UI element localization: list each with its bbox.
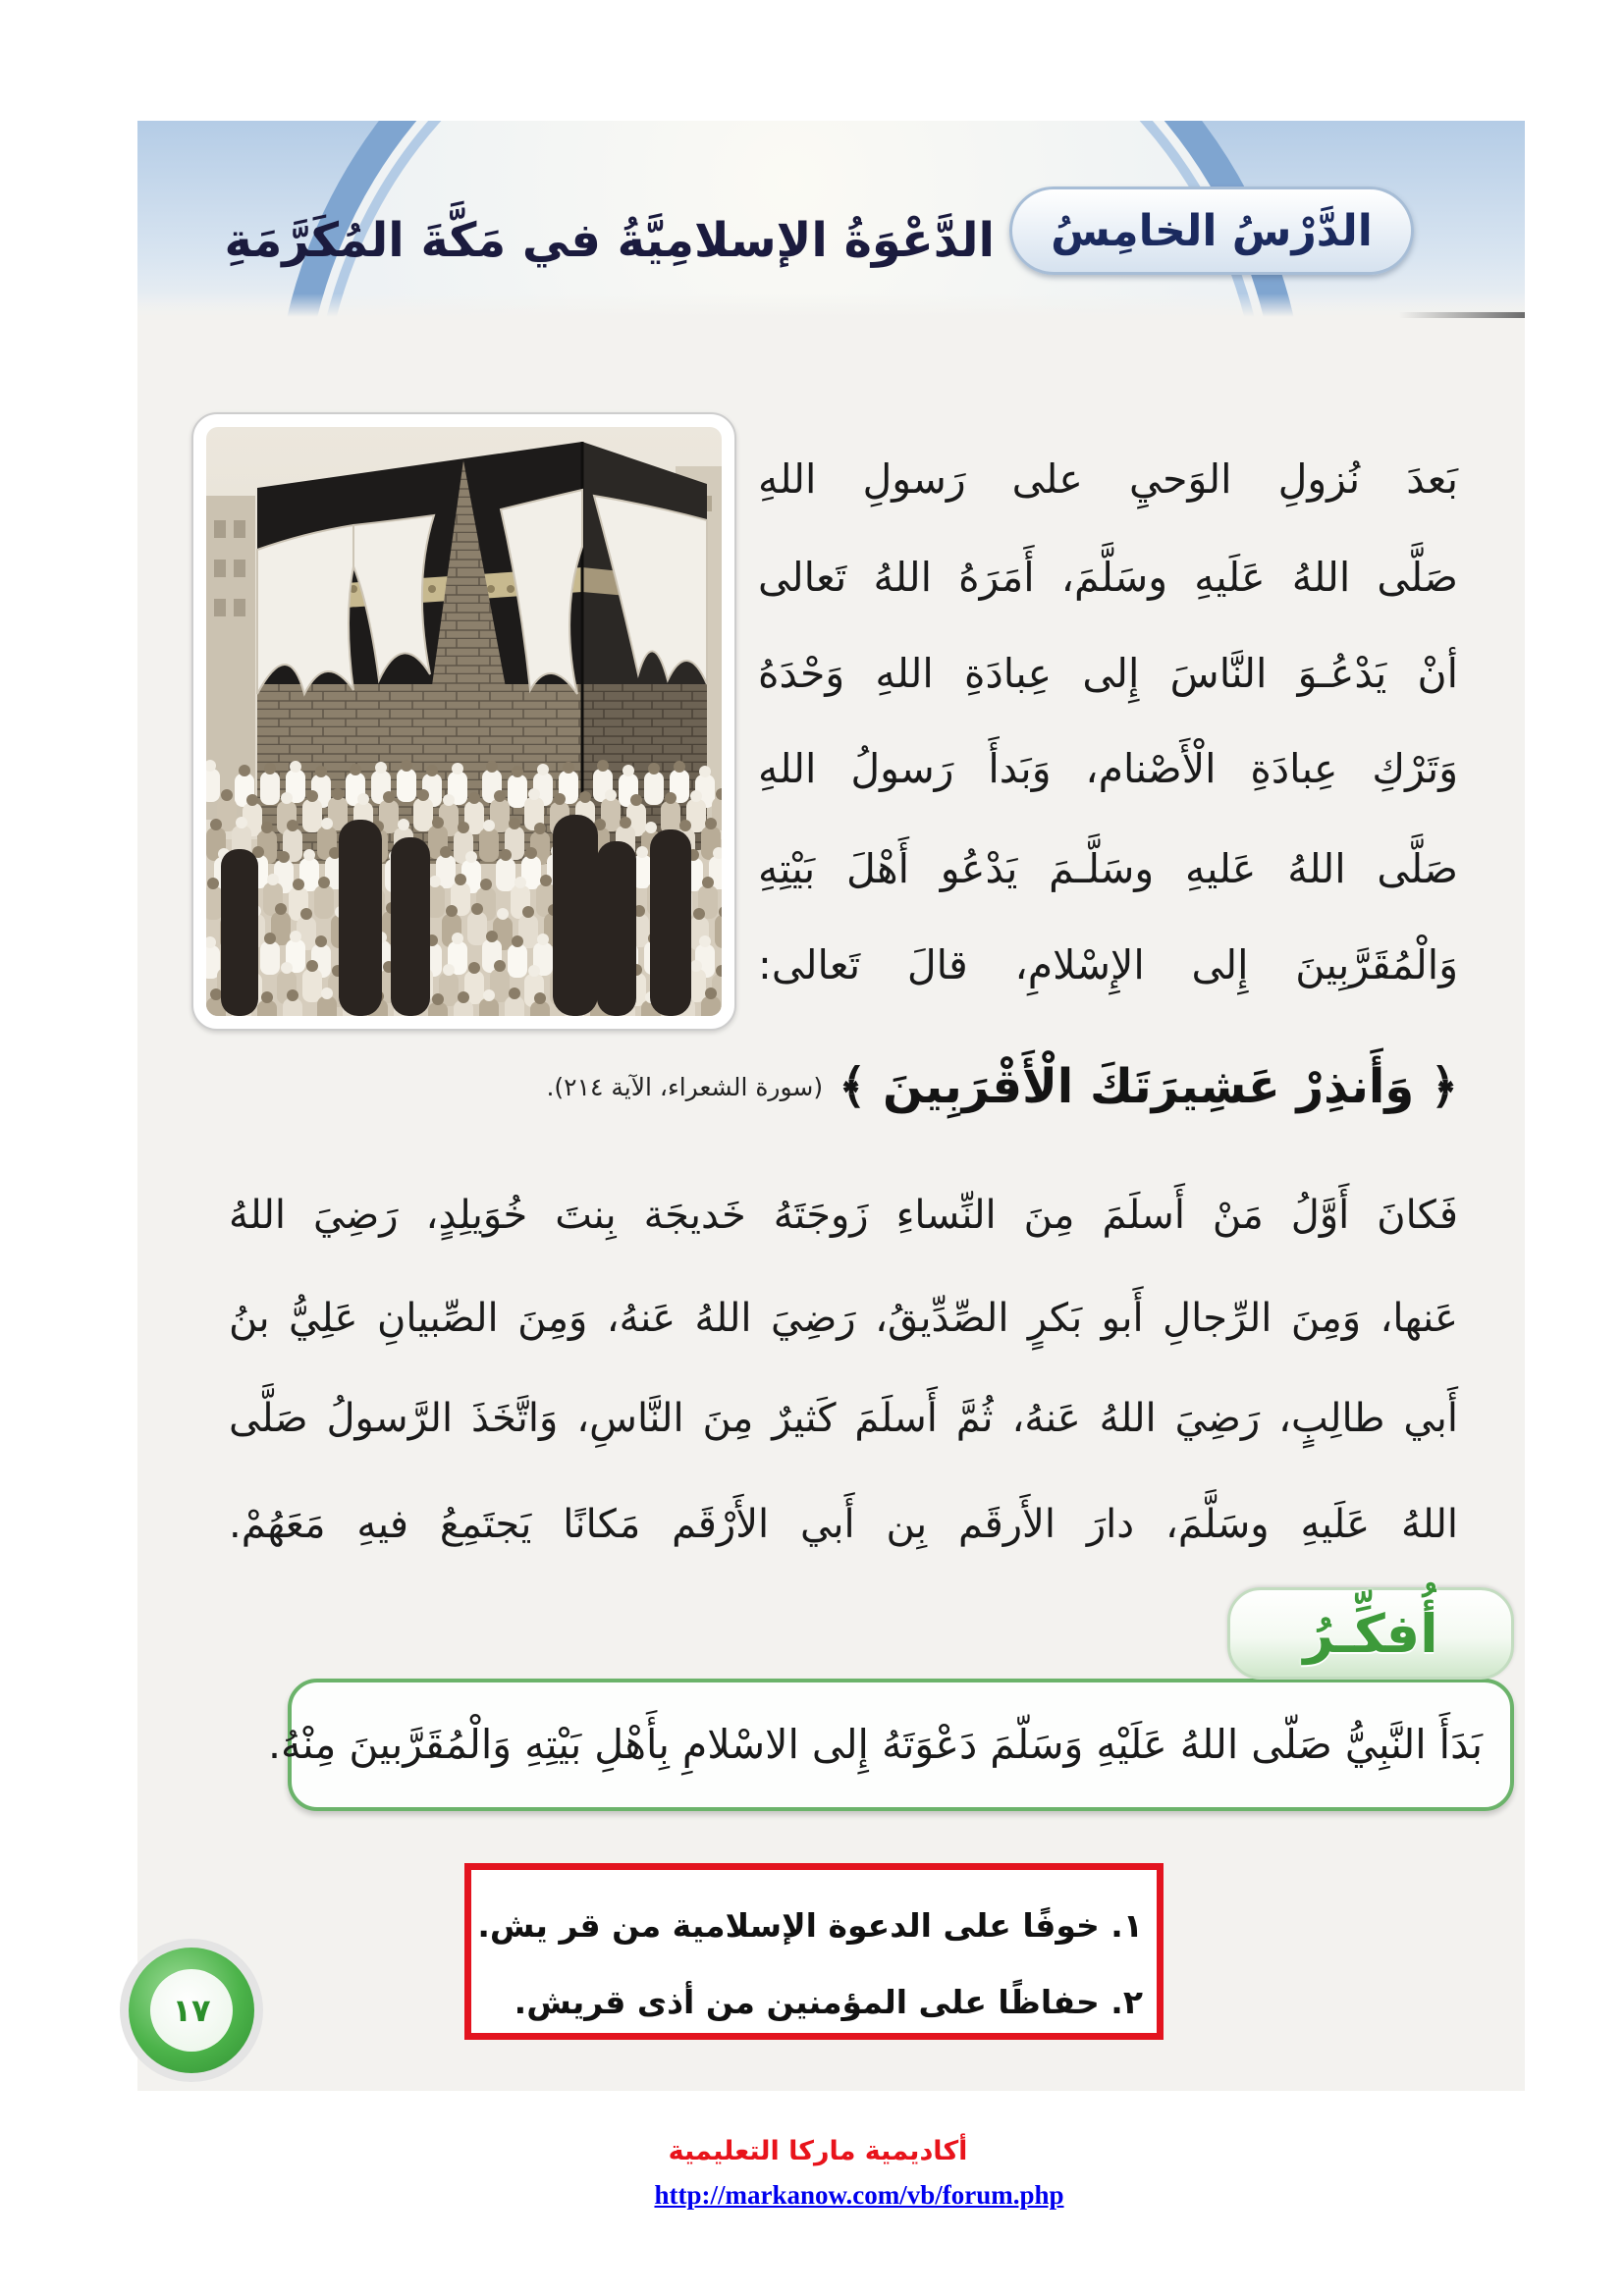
crowd-figure-head — [210, 819, 222, 830]
crowd-figure-head — [321, 818, 333, 829]
crowd-figure — [302, 799, 322, 832]
crowd-figure-head — [221, 789, 233, 801]
crowd-figure-head — [665, 792, 677, 804]
crowd-figure — [479, 828, 499, 862]
crowd-figure-head — [281, 962, 293, 974]
crowd-figure-head — [497, 908, 509, 920]
crowd-figure-head — [494, 960, 506, 972]
crowd-figure-head — [597, 760, 609, 772]
crowd-figure-head — [357, 793, 369, 805]
crowd-figure-head — [690, 790, 702, 802]
crowd-figure-head — [705, 988, 717, 999]
intro-line: صَلَّى اللهُ عَليهِ وسَلَّـمَ يَدْعُو أَهْلَ بَيْتِهِ — [758, 845, 1458, 892]
think-label: أُفكِّـرُ — [1227, 1587, 1514, 1680]
crowd-figure-head — [509, 988, 520, 999]
crowd-figure-head — [458, 991, 469, 1003]
page-number: ١٧ — [150, 1969, 233, 2052]
think-box — [267, 1679, 1514, 1811]
footer-academy-name: أكاديمية ماركا التعليمية — [668, 2136, 968, 2166]
crowd-figure — [260, 941, 280, 975]
crowd-figure-head — [440, 846, 452, 858]
crowd-figure-head — [426, 765, 438, 776]
verse-text: ﴿ وَأَنذِرْ عَشِيرَتَكَ الْأَقْرَبِينَ ﴾ — [839, 1059, 1458, 1114]
crowd-figure-head — [636, 846, 648, 858]
crowd-figure-head — [261, 822, 273, 833]
verse-reference: (سورة الشعراء، الآية ٢١٤). — [546, 1072, 824, 1101]
crowd-figure-head — [239, 765, 250, 776]
page-number-badge — [129, 1948, 254, 2073]
crowd-figure-head — [705, 818, 717, 829]
crowd-figure-head — [315, 766, 327, 777]
crowd-figure-head — [579, 791, 591, 803]
crowd-figure-head — [261, 991, 273, 1003]
body-line: عَنها، وَمِنَ الرِّجالِ أَبو بَكرٍ الصِّدِّيقُ، رَضِيَ اللهُ عَنهُ، وَمِنَ الصِّبيانِ عَلِيُّ بنُ — [229, 1296, 1458, 1341]
crowd-figure-head — [623, 765, 634, 776]
intro-line: أنْ يَدْعُـوَ النَّاسَ إِلى عِبادَةِ اللهِ وَحْدَهُ — [758, 650, 1458, 697]
crowd-figure-head — [525, 847, 537, 859]
crowd-figure — [314, 885, 334, 919]
header-bottom-fade — [137, 294, 1525, 317]
crowd-figure-head — [455, 874, 466, 885]
crowd-figure-head — [315, 935, 327, 947]
lesson-label: الدَّرْسُ الخامِسُ — [1009, 187, 1414, 275]
intro-line: وَتَرْكِ عِبادَةِ الْأَصْنام، وَبَدأَ رَسولُ اللهِ — [758, 745, 1458, 792]
crowd-figure-head — [443, 964, 455, 976]
crowd-figure — [496, 858, 515, 891]
crowd-figure-head — [500, 849, 512, 861]
crowd-figure-head — [645, 822, 657, 833]
crowd-figure-dark — [339, 820, 382, 1016]
crowd-figure — [644, 772, 664, 805]
crowd-figure-head — [321, 988, 333, 999]
crowd-figure-head — [465, 851, 477, 863]
crowd-figure — [413, 798, 433, 831]
crowd-figure-head — [534, 992, 546, 1004]
crowd-figure-head — [383, 791, 395, 803]
intro-line: وَالْمُقَرَّبِينَ إِلى الإِسْلامِ، قالَ تَعالى: — [758, 941, 1458, 988]
crowd-figure — [508, 944, 527, 978]
crowd-figure-head — [620, 817, 631, 828]
crowd-figure-head — [318, 877, 330, 888]
crowd-figure-head — [267, 874, 279, 885]
crowd-figure-head — [648, 763, 660, 774]
body-line: اللهُ عَلَيهِ وسَلَّمَ، دارَ الأَرقَم بِن أَبي الأَرْقَم مَكانًا يَجتَمِعُ فيهِ مَعَهُمْ. — [229, 1502, 1458, 1547]
crowd-figure-head — [480, 879, 492, 890]
crowd-figure-head — [287, 989, 298, 1001]
crowd-figure-head — [278, 851, 290, 863]
quran-verse — [546, 1045, 1458, 1128]
drape — [257, 525, 353, 694]
crowd-figure-dark — [221, 849, 258, 1016]
crowd-figure-head — [554, 793, 566, 805]
crowd-figure-head — [702, 877, 714, 888]
crowd-figure-head — [350, 764, 361, 775]
crowd-figure-head — [699, 935, 711, 947]
crowd-figure — [260, 772, 280, 805]
answer-item: ٢. حفاظًا على المؤمنين من أذى قريش. — [514, 1983, 1143, 2021]
kaaba-photo-frame — [191, 412, 736, 1031]
crowd-figure-head — [429, 876, 441, 887]
crowd-figure-head — [537, 764, 549, 775]
header-edge-shadow — [1399, 312, 1525, 318]
answer-box — [464, 1863, 1164, 2040]
intro-line: صَلَّى اللهُ عَلَيهِ وسَلَّمَ، أَمَرَهُ اللهُ تَعالى — [758, 554, 1458, 601]
crowd-figure-head — [281, 792, 293, 804]
crowd-figure-head — [275, 903, 287, 915]
forum-link[interactable]: http://markanow.com/vb/forum.php — [654, 2180, 1064, 2210]
crowd-figure-head — [468, 792, 480, 804]
crowd-figure-head — [236, 817, 247, 828]
crowd-figure — [661, 801, 680, 834]
crowd-figure-head — [417, 789, 429, 801]
crowd-figure-head — [332, 788, 344, 800]
crowd-figure-head — [207, 878, 219, 889]
crowd-figure-head — [679, 820, 691, 831]
crowd-figure-head — [674, 761, 685, 773]
crowd-figure — [397, 769, 416, 802]
crowd-figure-head — [300, 908, 312, 920]
crowd-figure-head — [537, 934, 549, 945]
crowd-figure-head — [306, 790, 318, 802]
crowd-figure-head — [699, 766, 711, 777]
crowd-figure-head — [452, 933, 463, 944]
kaaba-photo — [206, 427, 722, 1016]
footer-link-container — [565, 2175, 1154, 2215]
crowd-figure-head — [486, 931, 498, 942]
crowd-figure-head — [563, 762, 574, 774]
crowd-figure — [206, 886, 223, 920]
crowd-figure-head — [494, 790, 506, 802]
crowd-figure-head — [293, 879, 304, 890]
crowd-figure-head — [210, 988, 222, 1000]
crowd-figure-head — [514, 877, 526, 888]
crowd-figure — [508, 774, 527, 808]
crowd-figure-head — [306, 960, 318, 972]
crowd-figure-head — [290, 761, 301, 773]
crowd-figure-head — [452, 763, 463, 774]
crowd-figure-head — [471, 903, 483, 915]
crowd-figure — [302, 969, 322, 1002]
crowd-figure-dark — [553, 815, 598, 1016]
crowd-figure-head — [287, 820, 298, 831]
lesson-title: الدَّعْوَةُ الإسلامِيَّةُ في مَكَّةَ المُكَرَّمَةِ — [224, 213, 995, 268]
crowd-figure-head — [303, 849, 315, 861]
body-line: فَكانَ أَوَّلُ مَنْ أَسلَمَ مِنَ النِّساءِ زَوجَتَهُ خَديجَة بِنتَ خُوَيلِدٍ، رَضِيَ اللهُ — [229, 1193, 1458, 1238]
crowd-figure-head — [690, 960, 702, 972]
crowd-figure-head — [246, 794, 258, 806]
crowd-figure-head — [540, 875, 552, 886]
crowd-figure-head — [509, 818, 520, 829]
crowd-figure-head — [264, 763, 276, 774]
crowd-figure-dark — [597, 841, 636, 1016]
crowd-figure-head — [483, 989, 495, 1001]
crowd-figure-head — [458, 822, 469, 833]
crowd-figure-head — [375, 762, 387, 774]
crowd-figure-head — [534, 823, 546, 834]
crowd-figure-dark — [650, 829, 691, 1016]
crowd-figure-head — [264, 933, 276, 944]
crowd-figure-head — [528, 965, 540, 977]
crowd-figure — [467, 912, 487, 945]
crowd-figure-head — [398, 819, 409, 830]
crowd-figure-head — [432, 993, 444, 1005]
answer-item: ١. خوفًا على الدعوة الإسلامية من قر يش. — [477, 1906, 1143, 1945]
crowd-figure-head — [605, 789, 617, 801]
crowd-figure-head — [512, 766, 523, 777]
crowd-figure-head — [468, 962, 480, 974]
crowd-figure-head — [522, 906, 534, 918]
think-statement: بَدَأَ النَّبِيُّ صَلّى اللهُ عَلَيْهِ وَسَلّمَ دَعْوَتَهُ إِلى الاسْلامِ بِأَهْلِ بَيْتِهِ وَالْمُقَرَّبينَ مِنْهُ. — [267, 1721, 1483, 1768]
crowd-figure-head — [401, 760, 412, 772]
crowd-figure — [206, 769, 220, 802]
crowd-figure-head — [290, 931, 301, 942]
crowd-figure — [715, 915, 722, 948]
crowd-figure-head — [443, 794, 455, 806]
body-line: أَبي طالِبٍ، رَضِيَ اللهُ عَنهُ، ثُمَّ أَسلَمَ كَثيرٌ مِنَ النَّاسِ، وَاتَّخَذَ الرَّسولُ صَلَّى — [229, 1396, 1458, 1441]
intro-line: بَعدَ نُزولِ الوَحيِ على رَسولِ اللهِ — [758, 455, 1458, 503]
crowd-figure-head — [630, 794, 642, 806]
crowd-figure-dark — [391, 837, 430, 1016]
crowd-figure-head — [693, 908, 705, 920]
crowd-figure-head — [446, 905, 458, 917]
crowd-figure-head — [432, 817, 444, 828]
crowd-figure-head — [483, 820, 495, 831]
crowd-figure-head — [486, 761, 498, 773]
crowd-figure-head — [528, 788, 540, 800]
crowd-figure-head — [512, 935, 523, 947]
